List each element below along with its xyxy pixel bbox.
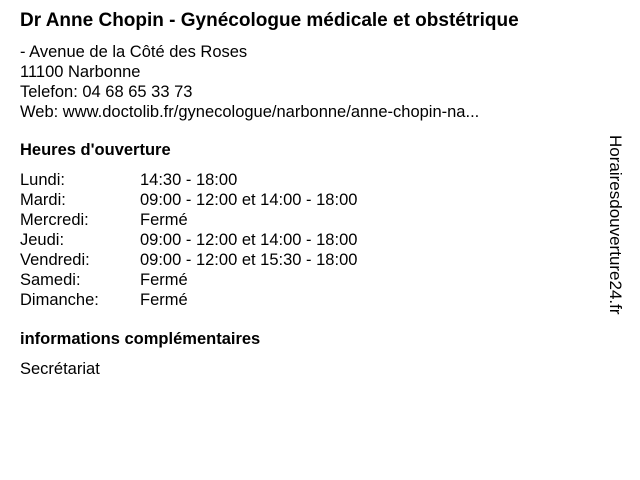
hours-row-mercredi [20, 210, 610, 230]
day-label: Lundi: [20, 171, 65, 189]
address-city: 11100 Narbonne [20, 63, 141, 81]
hours-row-vendredi [20, 250, 610, 270]
day-label: Jeudi: [20, 231, 65, 249]
phone-number: Telefon: 04 68 65 33 73 [20, 83, 193, 101]
website-link[interactable]: Web: www.doctolib.fr/gynecologue/narbonne/anne-chopin-na... [20, 103, 480, 121]
site-watermark: Horairesdouverture24.fr [606, 135, 625, 315]
day-label: Samedi: [20, 271, 81, 289]
day-hours: 14:30 - 18:00 [140, 171, 238, 189]
hours-row-mardi [20, 190, 610, 210]
hours-row-jeudi [20, 230, 610, 250]
additional-info-text: Secrétariat [20, 360, 100, 378]
day-hours: Fermé [140, 271, 188, 289]
address-street: - Avenue de la Côté des Roses [20, 43, 248, 61]
opening-hours-table [20, 170, 610, 310]
hours-row-samedi [20, 270, 610, 290]
opening-hours-heading: Heures d'ouverture [20, 141, 171, 159]
day-label: Vendredi: [20, 251, 90, 269]
day-label: Mardi: [20, 191, 66, 209]
day-hours: 09:00 - 12:00 et 14:00 - 18:00 [140, 231, 358, 249]
business-listing [20, 10, 610, 379]
address-block [20, 42, 610, 122]
page-title: Dr Anne Chopin - Gynécologue médicale et obstétrique [20, 10, 519, 31]
day-hours: 09:00 - 12:00 et 15:30 - 18:00 [140, 251, 358, 269]
day-hours: Fermé [140, 291, 188, 309]
day-label: Dimanche: [20, 291, 99, 309]
hours-row-dimanche [20, 290, 610, 310]
day-label: Mercredi: [20, 211, 89, 229]
additional-info-heading: informations complémentaires [20, 330, 261, 348]
day-hours: Fermé [140, 211, 188, 229]
hours-row-lundi [20, 170, 610, 190]
day-hours: 09:00 - 12:00 et 14:00 - 18:00 [140, 191, 358, 209]
